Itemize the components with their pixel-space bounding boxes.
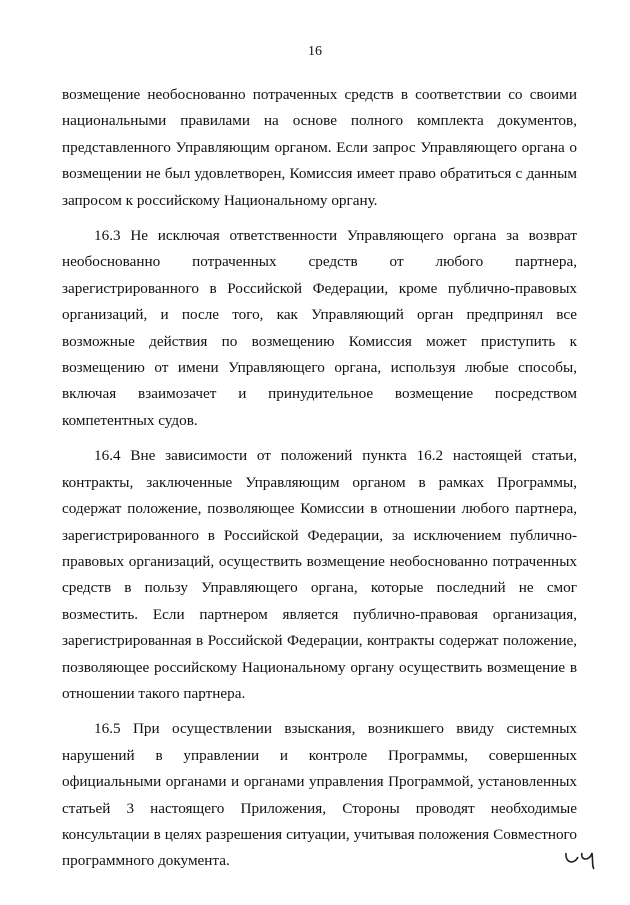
paragraph-continuation: возмещение необоснованно потраченных средств в соответствии со своими национальными правилами на основе полного комплекта документов, представленного Управляющим органом. Если запрос Управляющего органа о возмещении не был удовлетворен, Комиссия имеет право обратиться с данным запросом к российскому Национальному органу. [62, 86, 577, 209]
page-number: 16 [308, 44, 322, 59]
paragraph-16-4: 16.4 Вне зависимости от положений пункта 16.2 настоящей статьи, контракты, заключенные Управляющим органом в рамках Программы, содержат положение, позволяющее Комиссии в отношении любого партнера, зарегистрированного в Российской Федерации, за исключением публично-правовых организаций, осуществить возмещение необоснованно потраченных средств в пользу Управляющего органа, которые последний не смог возместить. Если партнером является публично-правовая организация, зарегистрированная в Российской Федерации, контракты содержат положение, позволяющее российскому Национальному органу осуществить возмещение в отношении такого партнера. [62, 447, 577, 702]
paragraph-16-3: 16.3 Не исключая ответственности Управляющего органа за возврат необоснованно потраченных средств от любого партнера, зарегистрированного в Российской Федерации, кроме публично-правовых организаций, и после того, как Управляющий орган предпринял все возможные действия по возмещению Комиссия может приступить к возмещению от имени Управляющего органа, используя любые способы, включая взаимозачет и принудительное возмещение посредством компетентных судов. [62, 227, 577, 429]
document-body [62, 82, 577, 884]
handwritten-initials-mark [562, 843, 602, 871]
paragraph-16-5: 16.5 При осуществлении взыскания, возникшего ввиду системных нарушений в управлении и контроле Программы, совершенных официальными органами и органами управления Программой, установленных статьей 3 настоящего Приложения, Стороны проводят необходимые консультации в целях разрешения ситуации, учитывая положения Совместного программного документа. [62, 720, 577, 870]
